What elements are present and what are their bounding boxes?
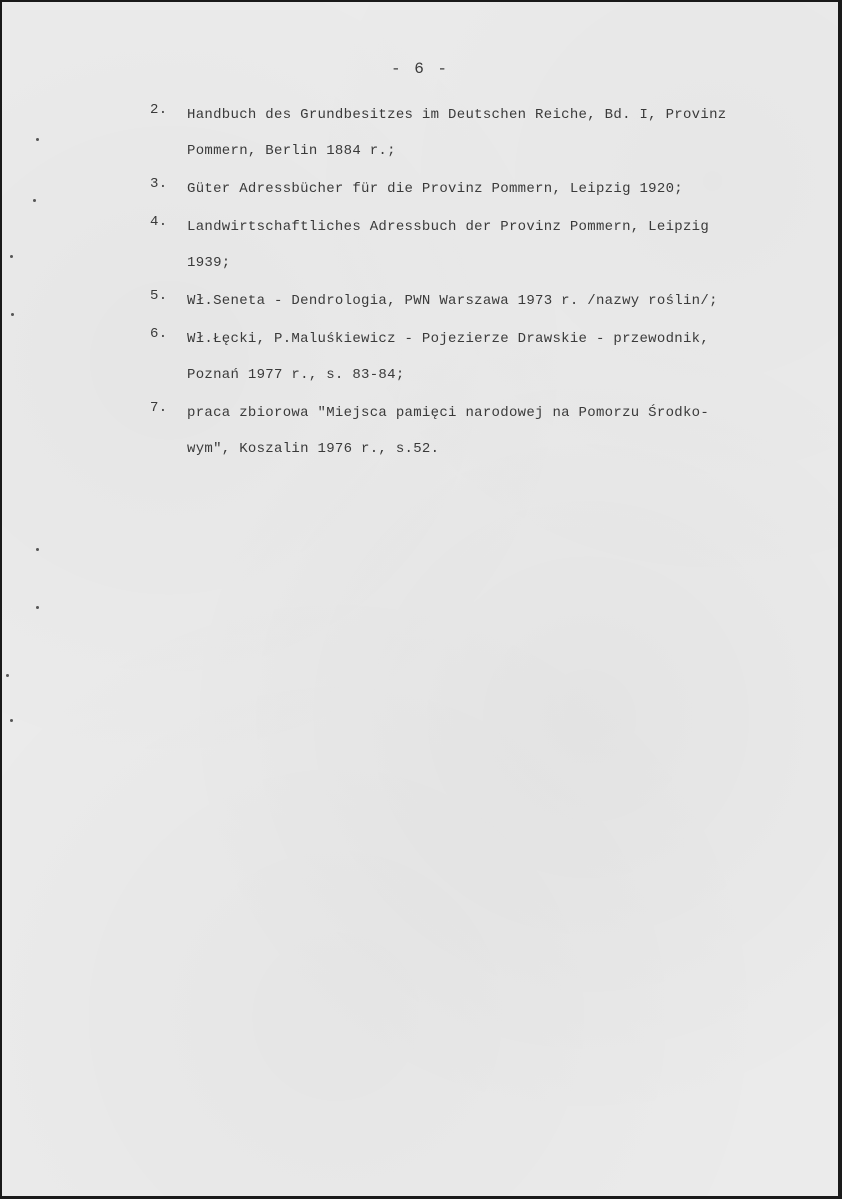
reference-item	[150, 176, 820, 212]
reference-number: 5.	[150, 288, 168, 304]
reference-line: Pommern, Berlin 1884 r.;	[187, 143, 396, 159]
scan-speck	[10, 719, 13, 722]
reference-line: 1939;	[187, 255, 231, 271]
scan-speck	[10, 255, 13, 258]
reference-item	[150, 400, 820, 472]
scan-speck	[33, 199, 36, 202]
scan-speck	[36, 548, 39, 551]
reference-item	[150, 288, 820, 324]
reference-line: Poznań 1977 r., s. 83-84;	[187, 367, 405, 383]
reference-item	[150, 214, 820, 286]
reference-number: 6.	[150, 326, 168, 342]
reference-number: 2.	[150, 102, 168, 118]
reference-item	[150, 102, 820, 174]
reference-line: Handbuch des Grundbesitzes im Deutschen Reiche, Bd. I, Provinz	[187, 107, 727, 123]
reference-line: wym", Koszalin 1976 r., s.52.	[187, 441, 440, 457]
scan-speck	[36, 138, 39, 141]
reference-line: praca zbiorowa "Miejsca pamięci narodowej na Pomorzu Środko-	[187, 405, 710, 421]
reference-list	[150, 102, 820, 474]
scan-speck	[11, 313, 14, 316]
document-page	[2, 2, 838, 1196]
reference-number: 3.	[150, 176, 168, 192]
reference-number: 4.	[150, 214, 168, 230]
page-number: - 6 -	[390, 60, 449, 78]
scan-speck	[36, 606, 39, 609]
reference-line: Landwirtschaftliches Adressbuch der Provinz Pommern, Leipzig	[187, 219, 710, 235]
reference-line: Wł.Seneta - Dendrologia, PWN Warszawa 1973 r. /nazwy roślin/;	[187, 293, 718, 309]
reference-line: Güter Adressbücher für die Provinz Pommern, Leipzig 1920;	[187, 181, 683, 197]
scan-speck	[6, 674, 9, 677]
reference-line: Wł.Łęcki, P.Maluśkiewicz - Pojezierze Drawskie - przewodnik,	[187, 331, 710, 347]
reference-item	[150, 326, 820, 398]
reference-number: 7.	[150, 400, 168, 416]
